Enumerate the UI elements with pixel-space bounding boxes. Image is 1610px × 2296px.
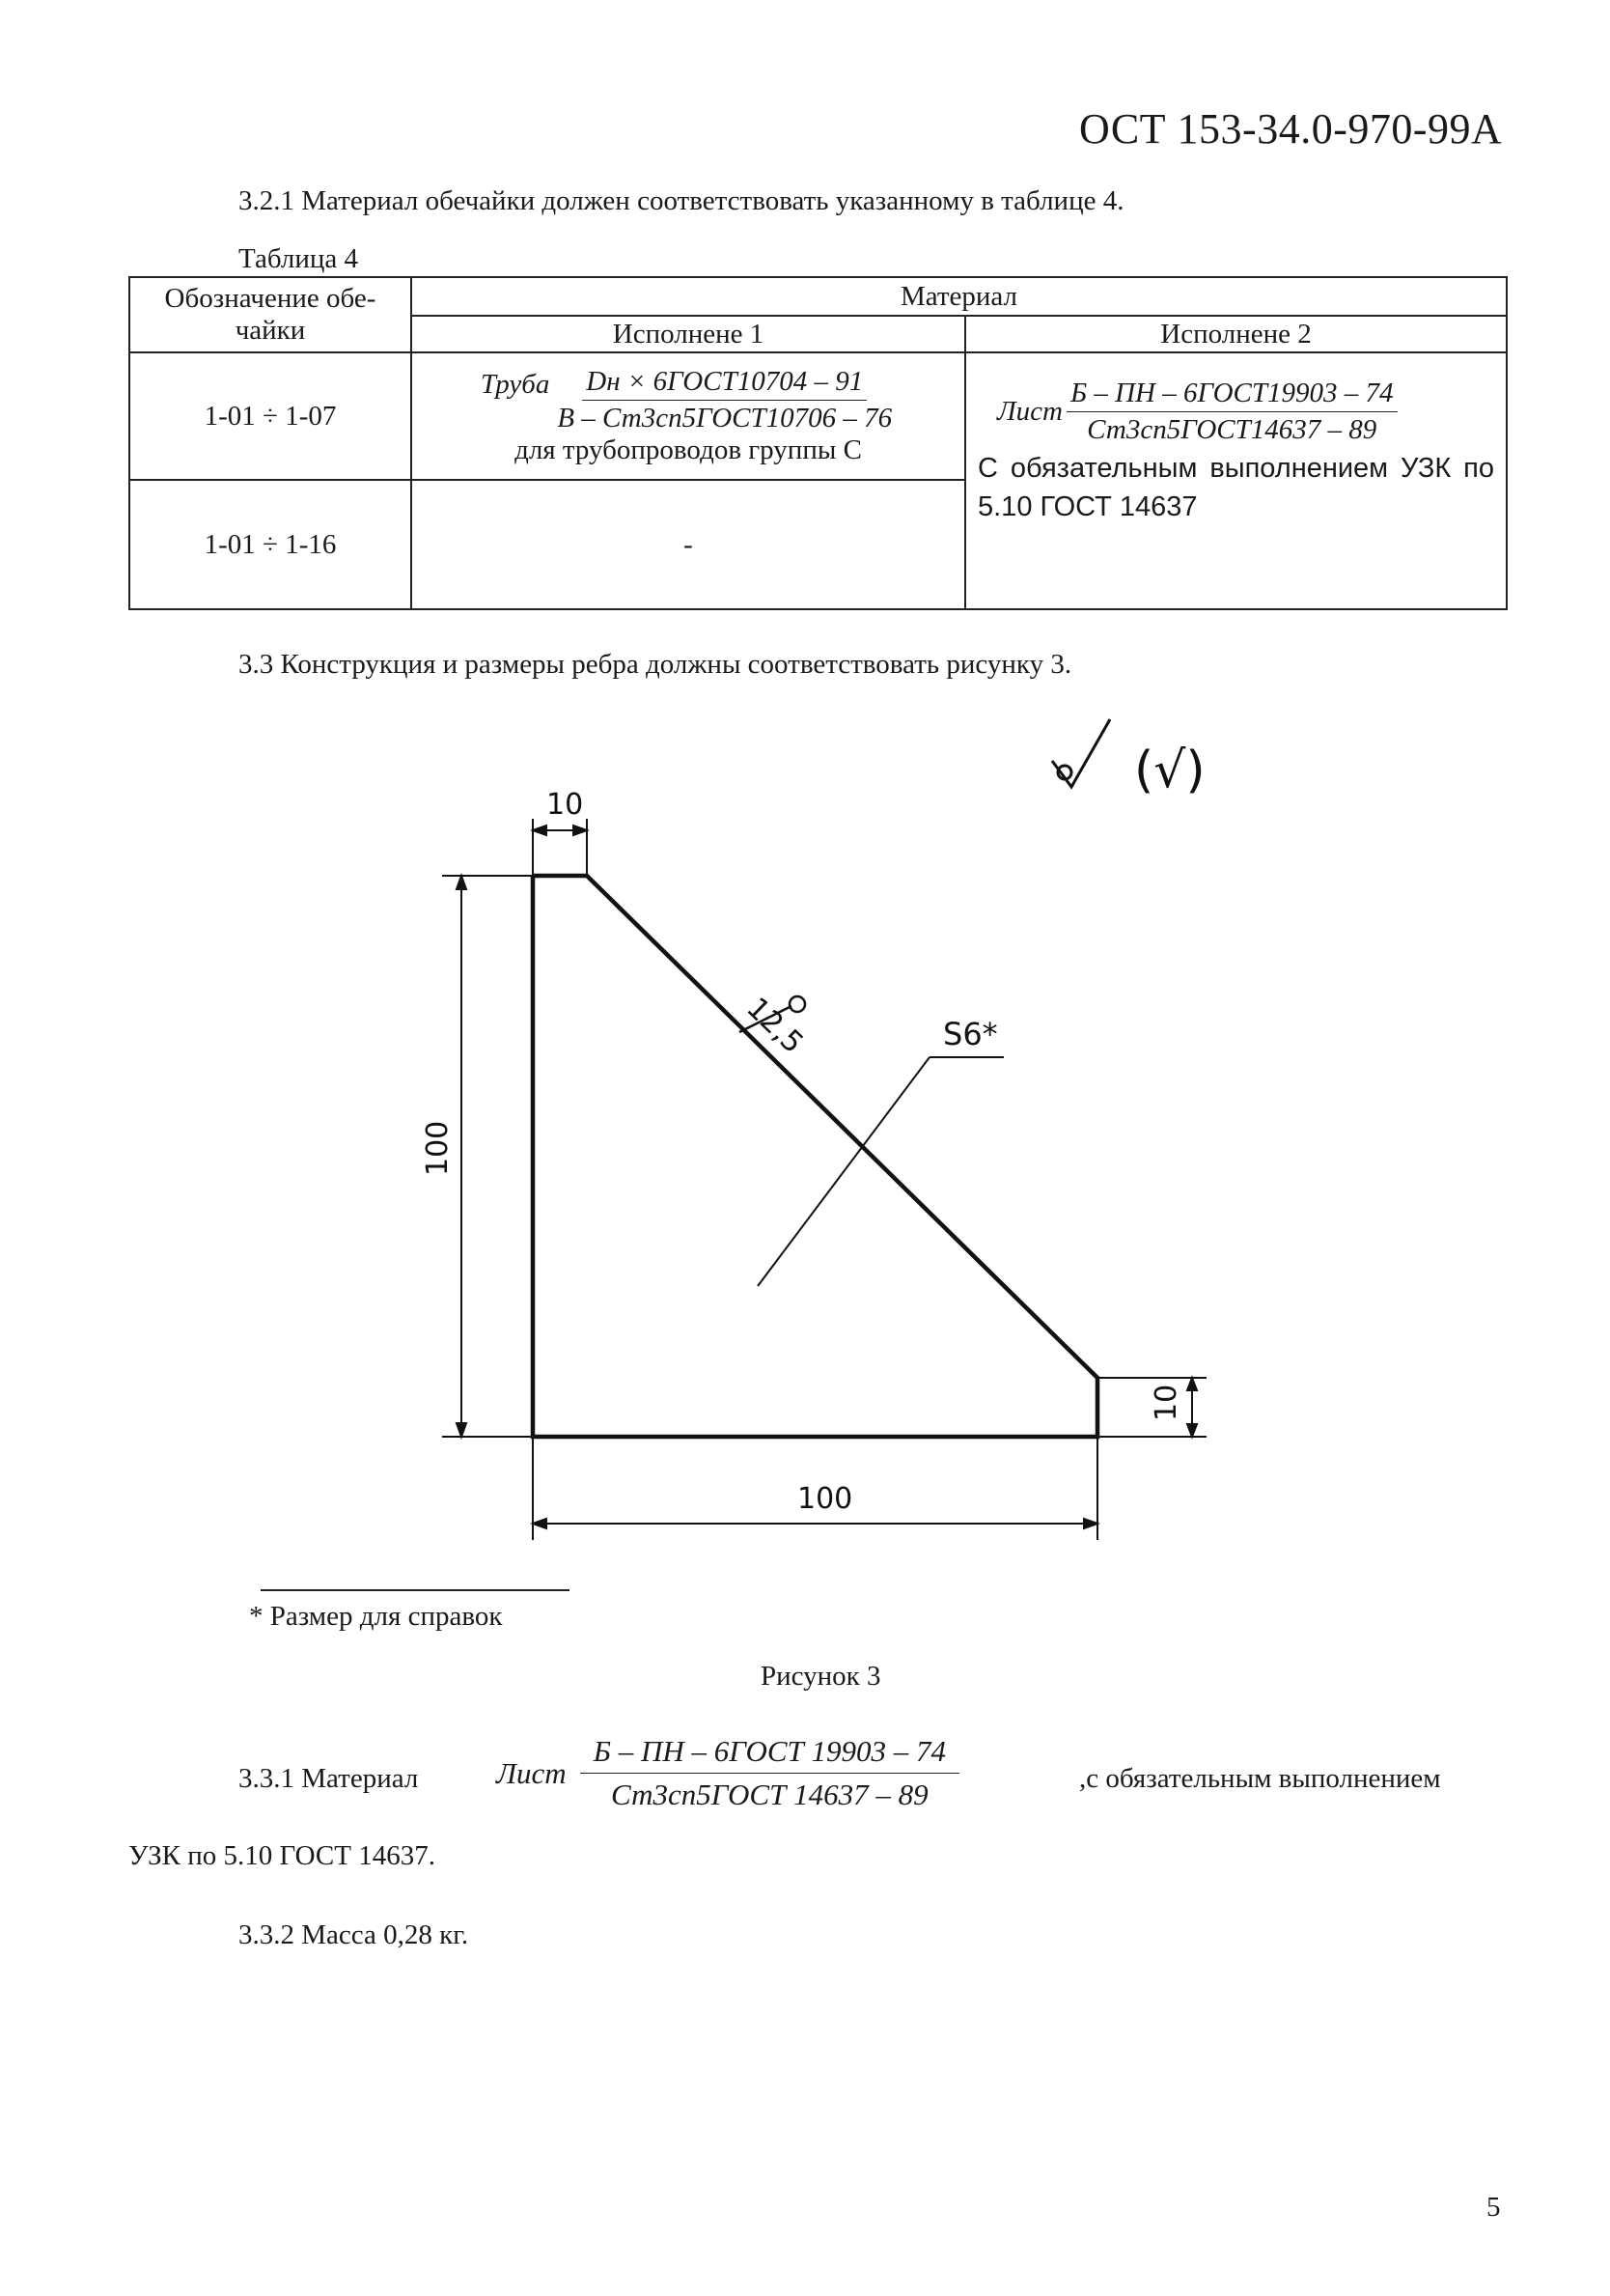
footnote: * Размер для справок <box>249 1601 503 1632</box>
exec2-numerator: Б – ПН – 6ГОСТ19903 – 74 <box>1067 378 1398 412</box>
page-number: 5 <box>1486 2192 1501 2223</box>
roughness-value: 12,5 <box>739 991 810 1061</box>
exec1-note: для трубопроводов группы С <box>514 434 862 465</box>
paragraph-3-2-1: 3.2.1 Материал обечайки должен соответствовать указанному в таблице 4. <box>238 185 1124 216</box>
dim-height: 100 <box>421 1120 455 1176</box>
exec1-prefix: Труба <box>480 369 550 400</box>
row1-designation: 1-01 ÷ 1-07 <box>129 352 411 480</box>
p331-numerator: Б – ПН – 6ГОСТ 19903 – 74 <box>580 1734 959 1774</box>
header-exec1: Исполнене 1 <box>411 316 965 352</box>
table-caption: Таблица 4 <box>238 243 359 274</box>
row2-exec1-dash: - <box>411 480 965 609</box>
roughness-symbol-icon <box>1052 719 1110 787</box>
p331-continuation: УЗК по 5.10 ГОСТ 14637. <box>128 1840 435 1871</box>
dim-width: 100 <box>797 1482 853 1516</box>
header-material: Материал <box>411 277 1507 316</box>
p331-label: 3.3.1 Материал <box>238 1763 419 1794</box>
exec2-prefix: Лист <box>997 396 1063 428</box>
p331-suffix: ,с обязательным выполнением <box>1079 1763 1441 1794</box>
exec1-denominator: B – Ст3сп5ГОСТ10706 – 76 <box>557 403 893 434</box>
footnote-rule <box>261 1589 569 1591</box>
dim-right: 10 <box>1150 1384 1183 1421</box>
figure-caption: Рисунок 3 <box>761 1661 881 1692</box>
p331-formula <box>496 1734 959 1812</box>
document-code: ОСТ 153-34.0-970-99А <box>1079 105 1503 153</box>
paragraph-3-3-2: 3.3.2 Масса 0,28 кг. <box>238 1919 469 1950</box>
thickness-label: S6* <box>943 1016 998 1052</box>
p331-fraction <box>580 1734 959 1812</box>
roughness-extra: (√) <box>1134 742 1206 799</box>
row2-designation: 1-01 ÷ 1-16 <box>129 480 411 609</box>
exec2-denominator: Ст3сп5ГОСТ14637 – 89 <box>1087 414 1377 446</box>
exec1-numerator: Dн × 6ГОСТ10704 – 91 <box>582 366 867 401</box>
p331-prefix: Лист <box>496 1755 567 1790</box>
header-exec2: Исполнене 2 <box>965 316 1507 352</box>
exec2-note: С обязательным выполнением УЗК по 5.10 ГОСТ 14637 <box>978 453 1494 522</box>
dim-top: 10 <box>546 788 584 822</box>
part-outline <box>533 876 1097 1437</box>
header-designation: Обозначение обе- чайки <box>129 277 411 352</box>
p331-denominator: Ст3сп5ГОСТ 14637 – 89 <box>611 1778 929 1811</box>
paragraph-3-3: 3.3 Конструкция и размеры ребра должны соответствовать рисунку 3. <box>238 649 1072 680</box>
